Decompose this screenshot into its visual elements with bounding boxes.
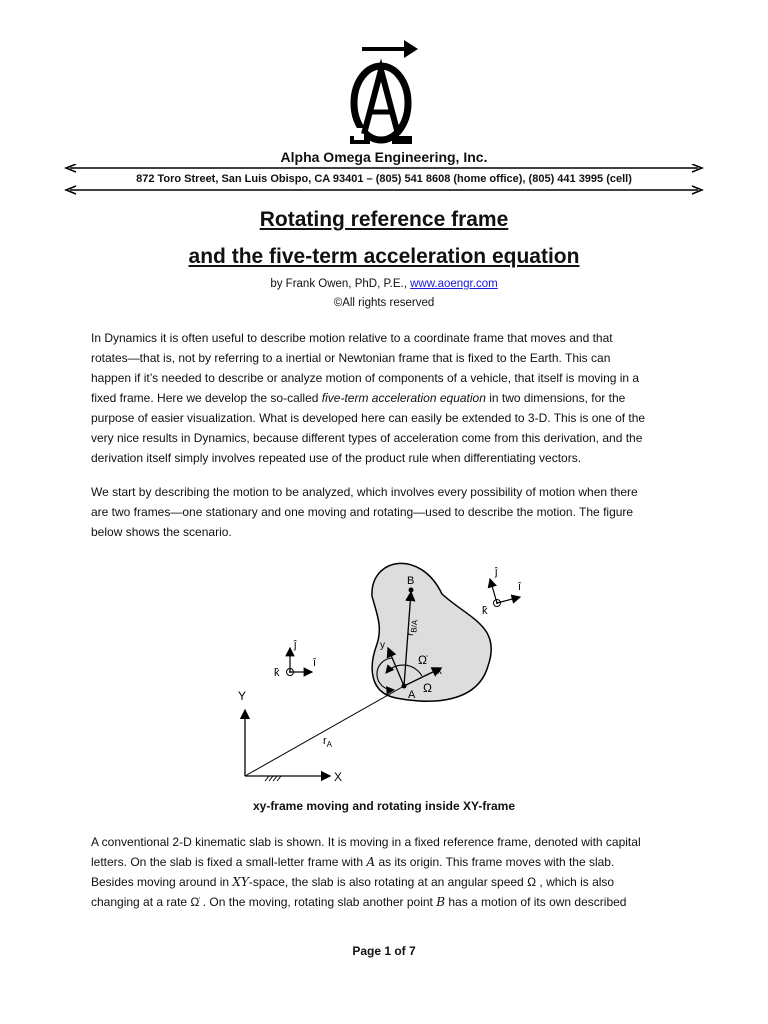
website-link[interactable]: www.aoengr.com <box>410 278 498 290</box>
title-line-1: Rotating reference frame <box>259 208 509 231</box>
text-line: purpose of easier visualization. What is developed here can easily be extended to 3-D. This is one of the <box>91 411 646 425</box>
text-line: very nice results in Dynamics, because different types of acceleration come from this derivation, and the <box>91 431 643 445</box>
text-line: letters. On the slab is fixed a small-letter frame with A as its origin. This frame moves with the slab. <box>91 855 615 869</box>
byline <box>0 278 768 290</box>
text-line: derivation itself simply involves repeated use of the product rule when differentiating vectors. <box>91 451 582 465</box>
label-k-hat-right: k̂ <box>482 605 488 617</box>
figure-caption: xy-frame moving and rotating inside XY-frame <box>252 799 516 813</box>
company-address: 872 Toro Street, San Luis Obispo, CA 93401 – (805) 541 8608 (home office), (805) 441 3995 (cell) <box>136 173 632 185</box>
label-j-hat-right: ĵ <box>495 566 498 578</box>
paragraph-slab <box>91 832 681 912</box>
text-line: happen if it’s needed to describe or analyze motion of components of a vehicle, that itself is moving in a <box>91 371 640 385</box>
byline-author: by Frank Owen, PhD, P.E., <box>270 278 411 290</box>
label-y: y <box>380 640 385 651</box>
label-Y: Y <box>238 689 247 703</box>
text-line: changing at a rate Ω̇ . On the moving, rotating slab another point B has a motion of its own described <box>91 895 627 909</box>
text-line: In Dynamics it is often useful to describe motion relative to a coordinate frame that moves and that <box>91 331 613 345</box>
title-line-2: and the five-term acceleration equation <box>188 245 580 268</box>
label-k-hat-left: k̂ <box>274 667 280 679</box>
paragraph-intro <box>91 328 681 468</box>
text-line: below shows the scenario. <box>91 525 232 539</box>
label-i-hat-right: î <box>518 581 522 593</box>
label-i-hat-left: î <box>313 657 317 669</box>
label-x: x <box>437 666 442 677</box>
copyright: ©All rights reserved <box>333 297 435 309</box>
ground-hatch <box>265 776 281 781</box>
company-name: Alpha Omega Engineering, Inc. <box>280 149 488 165</box>
label-X: X <box>334 770 343 784</box>
label-j-hat-left: ĵ <box>294 639 297 651</box>
text-line: A conventional 2-D kinematic slab is shown. It is moving in a fixed reference frame, denoted with capital <box>91 835 641 849</box>
label-omega: Ω <box>423 681 432 695</box>
company-logo <box>340 36 430 148</box>
label-B: B <box>407 575 415 587</box>
label-rA: $r_A$ <box>323 735 333 749</box>
emphasis-term: five-term acceleration equation <box>321 391 486 405</box>
text-line: We start by describing the motion to be analyzed, which involves every possibility of motion when there <box>91 485 638 499</box>
paragraph-scenario <box>91 482 681 542</box>
rotating-frame-figure <box>220 548 540 793</box>
text-line: fixed frame. Here we develop the so-called five-term acceleration equation in two dimensions, for the <box>91 391 626 405</box>
page-number: Page 1 of 7 <box>352 944 416 958</box>
text-line: rotates—that is, not by referring to a inertial or Newtonian frame that is fixed to the Earth. This can <box>91 351 611 365</box>
label-A: A <box>408 689 416 701</box>
text-line: are two frames—one stationary and one moving and rotating—used to describe the motion. The figure <box>91 505 634 519</box>
point-B <box>409 588 414 593</box>
text-line: Besides moving around in XY-space, the slab is also rotating at an angular speed Ω , which is also <box>91 875 615 889</box>
label-rBA: $r_{B/A}$ <box>405 619 420 637</box>
label-omega-dot: Ω̇ <box>418 653 427 667</box>
